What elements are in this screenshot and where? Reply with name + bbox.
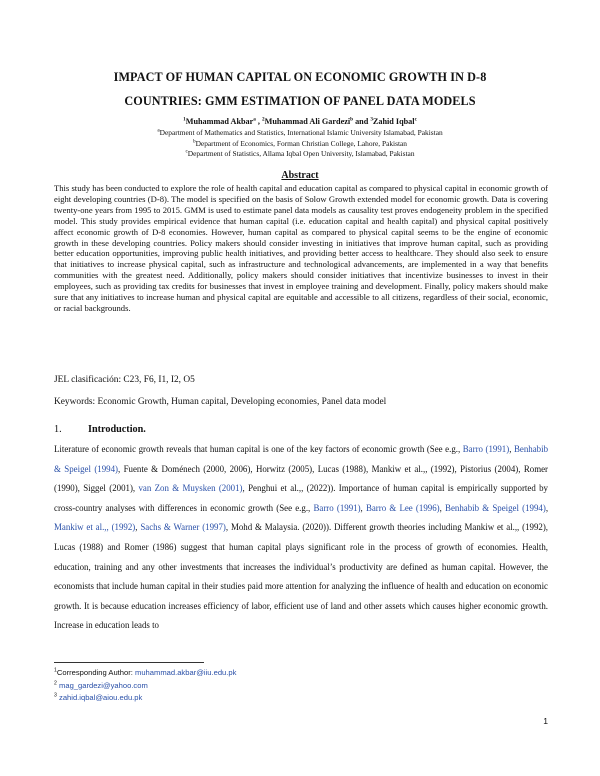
body-text: , <box>545 502 549 513</box>
footnote-1-marker: 1 <box>54 667 57 674</box>
jel-classification: JEL clasificación: C23, F6, I1, I2, O5 <box>54 375 195 385</box>
affiliation-b <box>40 139 560 148</box>
author-3-name: Zahid Iqbal <box>372 117 415 126</box>
footnote-3-marker: 3 <box>54 692 57 699</box>
paper-title-line-1: IMPACT OF HUMAN CAPITAL ON ECONOMIC GROWTH IN D-8 <box>113 70 487 84</box>
footnote-1-email-link[interactable]: muhammad.akbar@iiu.edu.pk <box>135 668 237 677</box>
author-3-number: 3 <box>370 116 373 123</box>
abstract-text: This study has been conducted to explore the role of health capital and education capital as compared to physical capital in economic growth of eight developing countries (D-8). The model is specified on the basis of Solow Growth extended model for economic growth. Data is covering twenty-one years from 1995 to 2015. GMM is used to estimate panel data models as causality test proves endogeneity problem in the specified model. This study provides empirical evidence that human capital (i.e. education capital and health capital) and physical capital positively affect economic growth of D-8 economies. However, human capital as compared to physical capital seems to be the engine of economic growth in these developing countries. Policy makers should consider investing in initiatives that improve human capital, such as providing better education opportunities, improving public health initiatives, and providing better access to healthcare. They should also seek to ensure that initiatives to increase physical capital, such as infrastructure and technological advancements, are implemented in a way that benefits communities with the greatest need. Additionally, policy makers should consider initiatives that incentivize businesses to invest in their employees, such as providing tax credits for businesses that invest in employee training and development. Finally, policy makers should make sure that any initiatives to increase human and physical capital are equitable and accessible to all citizens, regardless of their social, economic, or racial backgrounds. <box>54 183 548 313</box>
author-1-name: Muhammad Akbar <box>185 117 254 126</box>
author-2-affiliation: b <box>350 116 354 123</box>
citation-link[interactable]: Benhabib & Speigel (1994) <box>445 502 546 513</box>
author-2-number: 2 <box>262 116 265 123</box>
author-2-name: Muhammad Ali Gardezi <box>264 117 351 126</box>
footnote-3-email-link[interactable]: zahid.iqbal@aiou.edu.pk <box>59 693 143 702</box>
affiliation-a-sup: a <box>157 127 160 134</box>
section-title: Introduction. <box>88 424 146 435</box>
footnote-divider <box>54 662 204 663</box>
affiliation-c-text: Department of Statistics, Allama Iqbal Open University, Islamabad, Pakistan <box>187 149 415 158</box>
footnote-1 <box>54 668 236 677</box>
body-text: , <box>509 444 514 454</box>
section-number: 1. <box>54 424 62 435</box>
citation-link[interactable]: Sachs & Warner (1997) <box>140 522 226 533</box>
citation-link[interactable]: Barro (1991) <box>462 444 510 454</box>
keywords: Keywords: Economic Growth, Human capital, Developing economies, Panel data model <box>54 397 387 407</box>
author-1-number: 1 <box>183 116 186 123</box>
affiliation-b-text: Department of Economics, Forman Christian College, Lahore, Pakistan <box>195 139 407 148</box>
body-text: , Fuente & Doménech (2000, 2006), Horwitz (2005), Lucas (1988), Mankiw et al.,, (1992), Pistorius (2004), Romer (1990), Siggel (2001), <box>54 463 548 494</box>
author-3-affiliation: c <box>414 116 417 123</box>
footnote-2 <box>54 681 148 690</box>
footnote-3 <box>54 693 142 702</box>
affiliation-a <box>40 128 560 137</box>
author-line <box>40 117 560 126</box>
citation-link[interactable]: Barro & Lee (1996) <box>365 502 440 513</box>
page-number: 1 <box>543 716 548 726</box>
body-text: Literature of economic growth reveals that human capital is one of the key factors of economic growth (See e.g., <box>54 444 463 454</box>
introduction-paragraph <box>54 440 548 636</box>
footnote-2-email-link[interactable]: mag_gardezi@yahoo.com <box>59 681 148 690</box>
body-text: , <box>439 502 446 513</box>
affiliation-a-text: Department of Mathematics and Statistics, International Islamic University Islamabad, Pakistan <box>159 128 443 137</box>
author-separator: , <box>255 117 263 126</box>
body-text: , <box>135 522 141 533</box>
body-text: , Penghui et al.,, (2022)). Importance of human capital is empirically supported by cross-country analyses with differences in economic growth (See e.g., <box>54 483 548 513</box>
citation-link[interactable]: van Zon & Muysken (2001) <box>138 483 243 494</box>
footnote-2-marker: 2 <box>54 680 57 687</box>
author-separator: and <box>353 117 371 126</box>
footnote-1-label: Corresponding Author: <box>56 668 135 677</box>
affiliation-c <box>40 149 560 158</box>
author-1-affiliation: a <box>253 116 256 123</box>
paper-title-line-2: COUNTRIES: GMM ESTIMATION OF PANEL DATA MODELS <box>124 94 476 108</box>
citation-link[interactable]: Mankiw et al.,, (1992) <box>54 522 136 533</box>
abstract-heading: Abstract <box>281 170 319 181</box>
affiliation-b-sup: b <box>193 138 196 145</box>
citation-link[interactable]: Barro (1991) <box>313 502 361 513</box>
body-text: , Mohd & Malaysia. (2020)). Different growth theories including Mankiw et al.,, (1992), Lucas (1988) and Romer (1986) suggest that human capital plays significant role in the process of growth of economies. Health, education, training and any other investments that increases the individual’s productivity are defined as human capital. However, the economists that include human capital in their studies paid more attention for analyzing the influence of health and education on economic growth. It is because education increases efficiency of labor, efficient use of land and other assets which causes higher economic growth. Increase in education leads to <box>54 522 548 631</box>
citation-link[interactable]: Benhabib & Speigel (1994) <box>54 444 549 474</box>
affiliation-c-sup: c <box>185 148 188 155</box>
body-text: , <box>360 502 366 513</box>
